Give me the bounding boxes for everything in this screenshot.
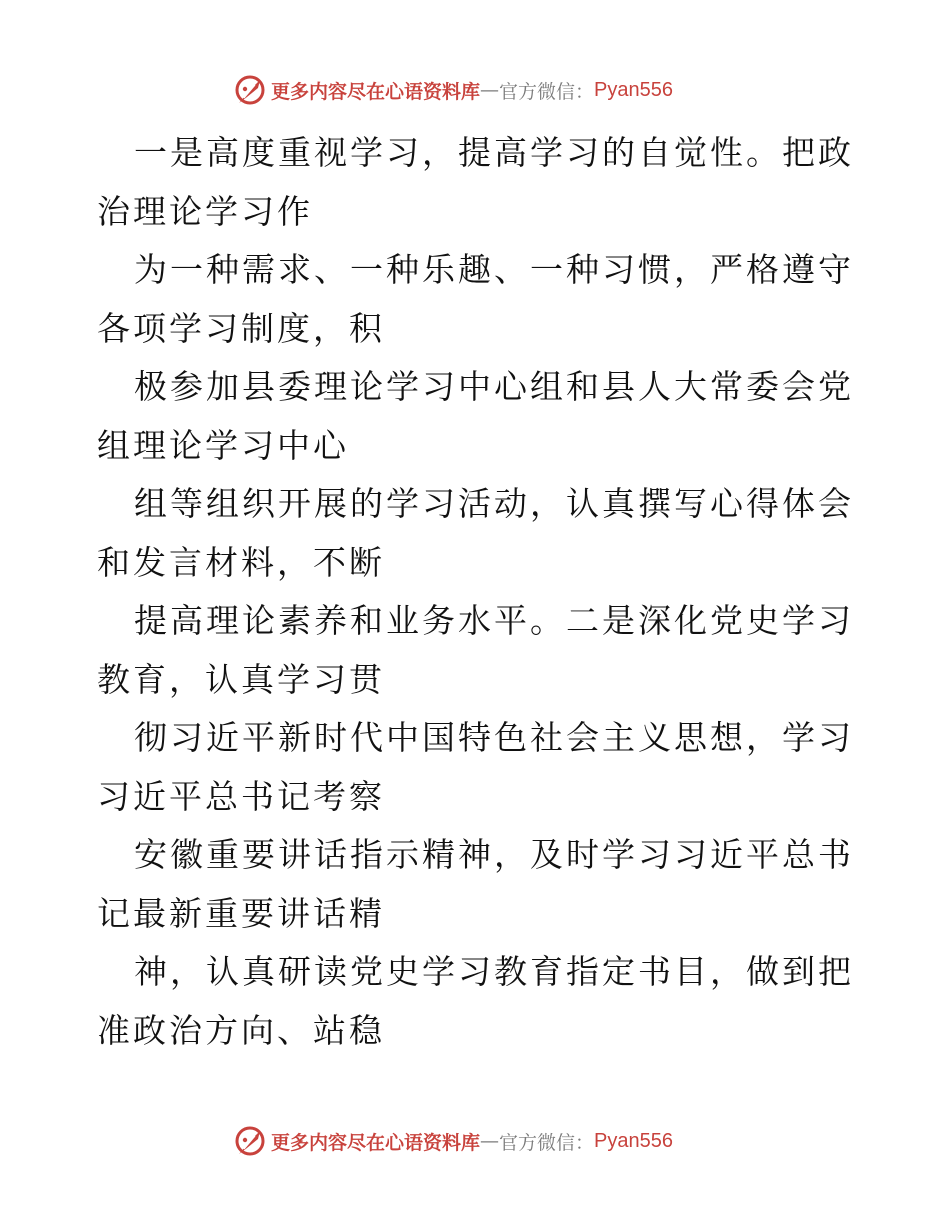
body-paragraph: 为一种需求、一种乐趣、一种习惯，严格遵守各项学习制度，积 [97, 250, 854, 348]
body-paragraph: 一是高度重视学习，提高学习的自觉性。把政治理论学习作 [97, 133, 854, 231]
banner-dash: — [480, 79, 500, 101]
body-paragraph: 极参加县委理论学习中心组和县人大常委会党组理论学习中心 [97, 367, 854, 465]
banner-wechat-id: Pyan556 [594, 78, 673, 101]
banner-official-label: 官方微信： [499, 80, 595, 103]
footer-watermark-banner [233, 1124, 673, 1158]
body-paragraph: 组等组织开展的学习活动，认真撰写心得体会和发言材料，不断 [97, 484, 854, 582]
header-watermark-banner [233, 73, 673, 107]
body-paragraph: 安徽重要讲话指示精神，及时学习习近平总书记最新重要讲话精 [97, 835, 854, 933]
body-paragraph: 神，认真研读党史学习教育指定书目，做到把准政治方向、站稳 [97, 952, 854, 1050]
body-paragraph: 提高理论素养和业务水平。二是深化党史学习教育，认真学习贯 [97, 601, 854, 699]
quill-pen-logo-icon [233, 73, 267, 107]
banner-wechat-id: Pyan556 [594, 1129, 673, 1152]
banner-promo-text: 更多内容尽在心语资料库 [271, 80, 481, 103]
banner-promo-text: 更多内容尽在心语资料库 [271, 1131, 481, 1154]
quill-pen-logo-icon [233, 1124, 267, 1158]
banner-dash: — [480, 1130, 500, 1152]
banner-official-label: 官方微信： [499, 1131, 595, 1154]
document-body [97, 124, 857, 1060]
body-paragraph: 彻习近平新时代中国特色社会主义思想，学习习近平总书记考察 [97, 718, 854, 816]
